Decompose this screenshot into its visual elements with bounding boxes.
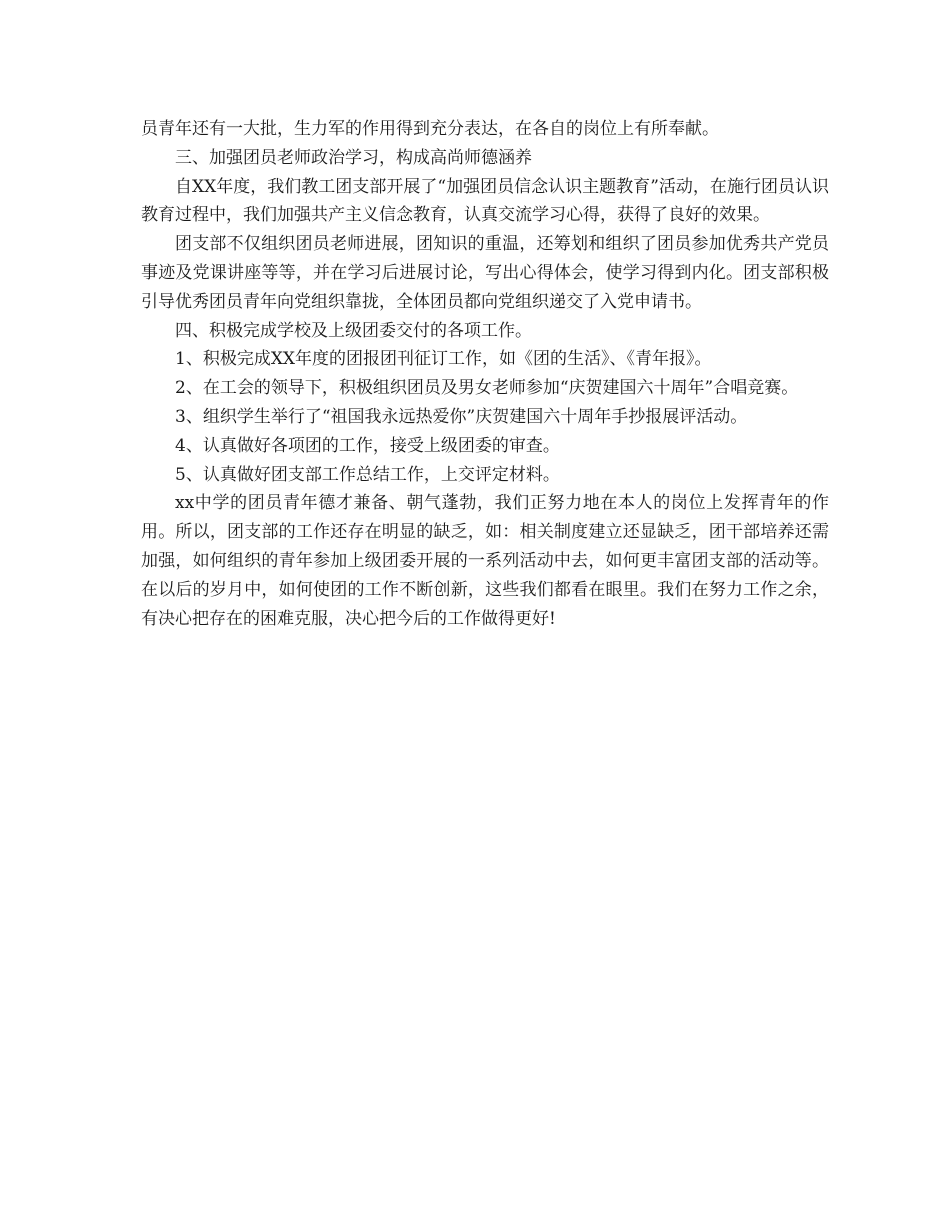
list-item: 2、在工会的领导下，积极组织团员及男女老师参加“庆贺建国六十周年”合唱竞赛。 <box>175 378 799 399</box>
list-item: 1、积极完成XX年度的团报团刊征订工作，如《团的生活》、《青年报》。 <box>175 349 712 370</box>
list-item: 5、认真做好团支部工作总结工作，上交评定材料。 <box>175 464 560 485</box>
paragraph-conclusion: xx中学的团员青年德才兼备、朝气蓬勃，我们正努力地在本人的岗位上发挥青年的作用。所以，团支部的工作还存在明显的缺乏，如：相关制度建立还显缺乏，团干部培养还需加强，如何组织的青年参加上级团委开展的一系列活动中去，如何更丰富团支部的活动等。在以后的岁月中，如何使团的工作不断创新，这些我们都看在眼里。我们在努力工作之余，有决心把存在的困难克服，决心把今后的工作做得更好! <box>141 493 829 629</box>
paragraph-continuation: 员青年还有一大批，生力军的作用得到充分表达，在各自的岗位上有所奉献。 <box>141 119 719 139</box>
section-heading-3: 三、加强团员老师政治学习，构成高尚师德涵养 <box>175 147 532 168</box>
paragraph: 团支部不仅组织团员老师进展，团知识的重温，还筹划和组织了团员参加优秀共产党员事迹及党课讲座等等，并在学习后进展讨论，写出心得体会，使学习得到内化。团支部积极引导优秀团员青年向党组织靠拢，全体团员都向党组织递交了入党申请书。 <box>141 234 829 312</box>
section-heading-4: 四、积极完成学校及上级团委交付的各项工作。 <box>175 320 532 341</box>
list-item: 4、认真做好各项团的工作，接受上级团委的审查。 <box>175 435 560 456</box>
document-body <box>141 115 829 633</box>
list-item: 3、组织学生举行了“祖国我永远热爱你”庆贺建国六十周年手抄报展评活动。 <box>175 406 748 427</box>
paragraph: 自XX年度，我们教工团支部开展了“加强团员信念认识主题教育”活动，在施行团员认识教育过程中，我们加强共产主义信念教育，认真交流学习心得，获得了良好的效果。 <box>141 176 829 226</box>
